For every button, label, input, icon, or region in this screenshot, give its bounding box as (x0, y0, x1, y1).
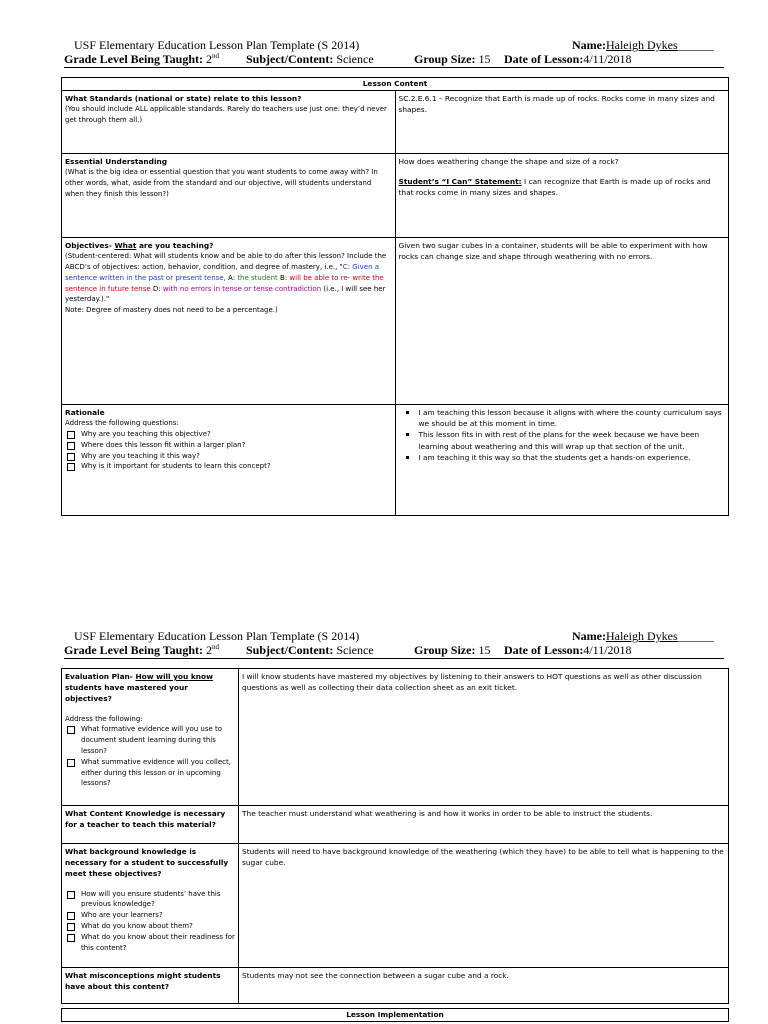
table-row (62, 844, 729, 968)
checkbox-icon (67, 726, 75, 734)
objectives-answer: Given two sugar cubes in a container, students will be able to experiment with how rocks can change size and shape through weathering with no errors. (395, 238, 729, 405)
group-size-field: Group Size: 15 (414, 52, 491, 66)
table-row (62, 154, 729, 238)
background-question-cell: What background knowledge is necessary for a student to successfully meet these objectives? How will you ensure students’ have this previous knowledge? Who are your learners? What do you know about them? What do you know about their readiness for this content? (62, 844, 239, 968)
grade-field: Grade Level Being Taught: 2nd (64, 52, 220, 66)
evaluation-table (61, 668, 729, 1004)
checkbox-item: Who are your learners? (65, 910, 235, 921)
checkbox-icon (67, 759, 75, 767)
checkbox-icon (67, 442, 75, 450)
checkbox-item: What do you know about their readiness for this content? (65, 932, 235, 954)
standards-question-cell: What Standards (national or state) relate to this lesson? (You should include ALL applicable standards. Rarely do teachers use just one: they’d never get through them all.) (62, 91, 396, 154)
checkbox-item: What do you know about them? (65, 921, 235, 932)
checkbox-item: What formative evidence will you use to document student learning during this lesson? (65, 724, 235, 756)
checkbox-item: Why are you teaching it this way? (65, 451, 392, 462)
checkbox-icon (67, 891, 75, 899)
evaluation-answer: I will know students have mastered my objectives by listening to their answers to HOT questions as well as other discussion questions as well as collecting their data collection sheet as an exit ticket. (239, 669, 729, 806)
list-item: I am teaching it this way so that the students get a hands-on experience. (419, 452, 726, 463)
grade-field: Grade Level Being Taught: 2nd (64, 643, 220, 657)
rationale-answer-cell (395, 405, 729, 516)
table-row (62, 405, 729, 516)
page2-header (64, 629, 724, 659)
date-field: Date of Lesson:4/11/2018 (504, 643, 632, 657)
name-field: Name:Haleigh Dykes______ (572, 38, 714, 52)
essential-question-cell: Essential Understanding (What is the big idea or essential question that you want students to come away with? In other words, what, aside from the standard and our objective, will students understand when they finish this lesson?) (62, 154, 396, 238)
subject-field: Subject/Content: Science (246, 52, 374, 66)
list-item: This lesson fits in with rest of the plans for the week because we have been learning about weathering and this will wrap up that section of the unit. (419, 429, 726, 451)
checkbox-icon (67, 463, 75, 471)
subject-field: Subject/Content: Science (246, 643, 374, 657)
checkbox-icon (67, 912, 75, 920)
template-title: USF Elementary Education Lesson Plan Template (S 2014) (74, 629, 360, 643)
date-field: Date of Lesson:4/11/2018 (504, 52, 632, 66)
checkbox-icon (67, 923, 75, 931)
checkbox-icon (67, 431, 75, 439)
background-answer: Students will need to have background knowledge of the weathering (which they have) to be able to tell what is happening to the sugar cube. (239, 844, 729, 968)
checkbox-icon (67, 453, 75, 461)
standards-answer: SC.2.E.6.1 – Recognize that Earth is made up of rocks. Rocks come in many sizes and shapes. (395, 91, 729, 154)
template-title: USF Elementary Education Lesson Plan Template (S 2014) (74, 38, 360, 52)
content-knowledge-answer: The teacher must understand what weathering is and how it works in order to be able to instruct the students. (239, 806, 729, 844)
checkbox-item: What summative evidence will you collect, either during this lesson or in upcoming lessons? (65, 757, 235, 789)
table-row (62, 806, 729, 844)
list-item: I am teaching this lesson because it aligns with where the county curriculum says we should be at this moment in time. (419, 407, 726, 429)
ican-label: Student’s “I Can” Statement: (398, 177, 522, 187)
rationale-question-cell: Rationale Address the following questions: Why are you teaching this objective? Where does this lesson fit within a larger plan? Why are you teaching it this way? Why is it important for students to learn this concept? (62, 405, 396, 516)
page1-header (64, 38, 724, 68)
objectives-question-cell: Objectives- What are you teaching? (Student-centered: What will students know and be able to do after this lesson? Include the ABCD’s of objectives: action, behavior, condition, and degree of mastery, i.e., "C: Given a sentence written in the past or present tense, A: the student B: will be able to re- write the sentence in future tense D: with no errors in tense or tense contradiction (i.e., I will see her yesterday.)." Note: Degree of mastery does not need to be a percentage.) (62, 238, 396, 405)
checkbox-item: How will you ensure students’ have this previous knowledge? (65, 889, 235, 911)
checkbox-item: Where does this lesson fit within a larger plan? (65, 440, 392, 451)
table-row (62, 669, 729, 806)
essential-answer-cell: How does weathering change the shape and size of a rock? Student’s “I Can” Statement: I can recognize that Earth is made up of rocks and that rocks come in many sizes and shapes. (395, 154, 729, 238)
table-row (62, 91, 729, 154)
name-field: Name:Haleigh Dykes______ (572, 629, 714, 643)
group-size-field: Group Size: 15 (414, 643, 491, 657)
checkbox-item: Why is it important for students to learn this concept? (65, 461, 392, 472)
checkbox-item: Why are you teaching this objective? (65, 429, 392, 440)
implementation-table (61, 1008, 729, 1022)
content-knowledge-question: What Content Knowledge is necessary for a teacher to teach this material? (62, 806, 239, 844)
misconceptions-question: What misconceptions might students have about this content? (62, 968, 239, 1004)
section-title: Lesson Content (62, 78, 729, 91)
lesson-content-table (61, 77, 729, 516)
table-row (62, 238, 729, 405)
section-title: Lesson Implementation (62, 1009, 729, 1022)
checkbox-icon (67, 934, 75, 942)
table-row (62, 968, 729, 1004)
misconceptions-answer: Students may not see the connection between a sugar cube and a rock. (239, 968, 729, 1004)
evaluation-question-cell: Evaluation Plan- How will you know students have mastered your objectives? Address the following: What formative evidence will you use to document student learning during this lesson? What summative evidence will you collect, either during this lesson or in upcoming lessons? (62, 669, 239, 806)
